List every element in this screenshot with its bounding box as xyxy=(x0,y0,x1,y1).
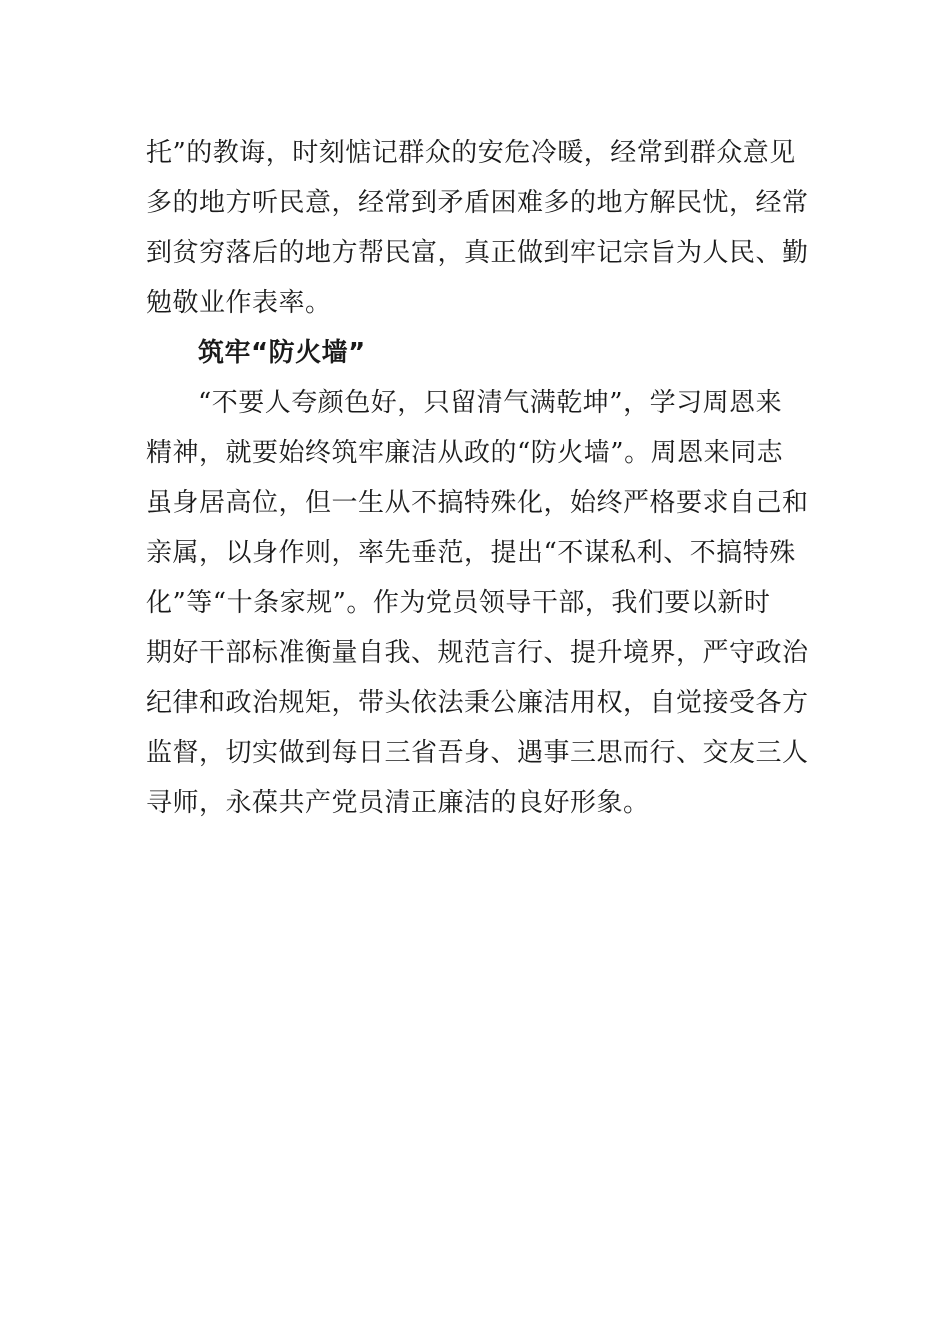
document-body xyxy=(146,128,809,828)
text-line: 精神，就要始终筑牢廉洁从政的“防火墙”。周恩来同志 xyxy=(146,438,784,468)
text-line: 勉敬业作表率。 xyxy=(146,288,332,318)
text-line: 化”等“十条家规”。作为党员领导干部，我们要以新时 xyxy=(146,588,771,618)
text-line: 寻师，永葆共产党员清正廉洁的良好形象。 xyxy=(146,788,650,818)
text-line: “不要人夸颜色好，只留清气满乾坤”，学习周恩来 xyxy=(198,388,783,418)
paragraph-2 xyxy=(146,378,809,828)
text-line: 托”的教诲，时刻惦记群众的安危冷暖，经常到群众意见 xyxy=(146,138,796,168)
text-line: 监督，切实做到每日三省吾身、遇事三思而行、交友三人 xyxy=(146,738,809,768)
text-line: 虽身居高位，但一生从不搞特殊化，始终严格要求自己和 xyxy=(146,488,809,518)
text-line: 多的地方听民意，经常到矛盾困难多的地方解民忧，经常 xyxy=(146,188,809,218)
text-line: 到贫穷落后的地方帮民富，真正做到牢记宗旨为人民、勤 xyxy=(146,238,809,268)
text-line: 期好干部标准衡量自我、规范言行、提升境界，严守政治 xyxy=(146,638,809,668)
paragraph-1 xyxy=(146,128,809,328)
section-heading: 筑牢“防火墙” xyxy=(198,338,366,368)
text-line: 亲属，以身作则，率先垂范，提出“不谋私利、不搞特殊 xyxy=(146,538,796,568)
text-line: 纪律和政治规矩，带头依法秉公廉洁用权，自觉接受各方 xyxy=(146,688,809,718)
